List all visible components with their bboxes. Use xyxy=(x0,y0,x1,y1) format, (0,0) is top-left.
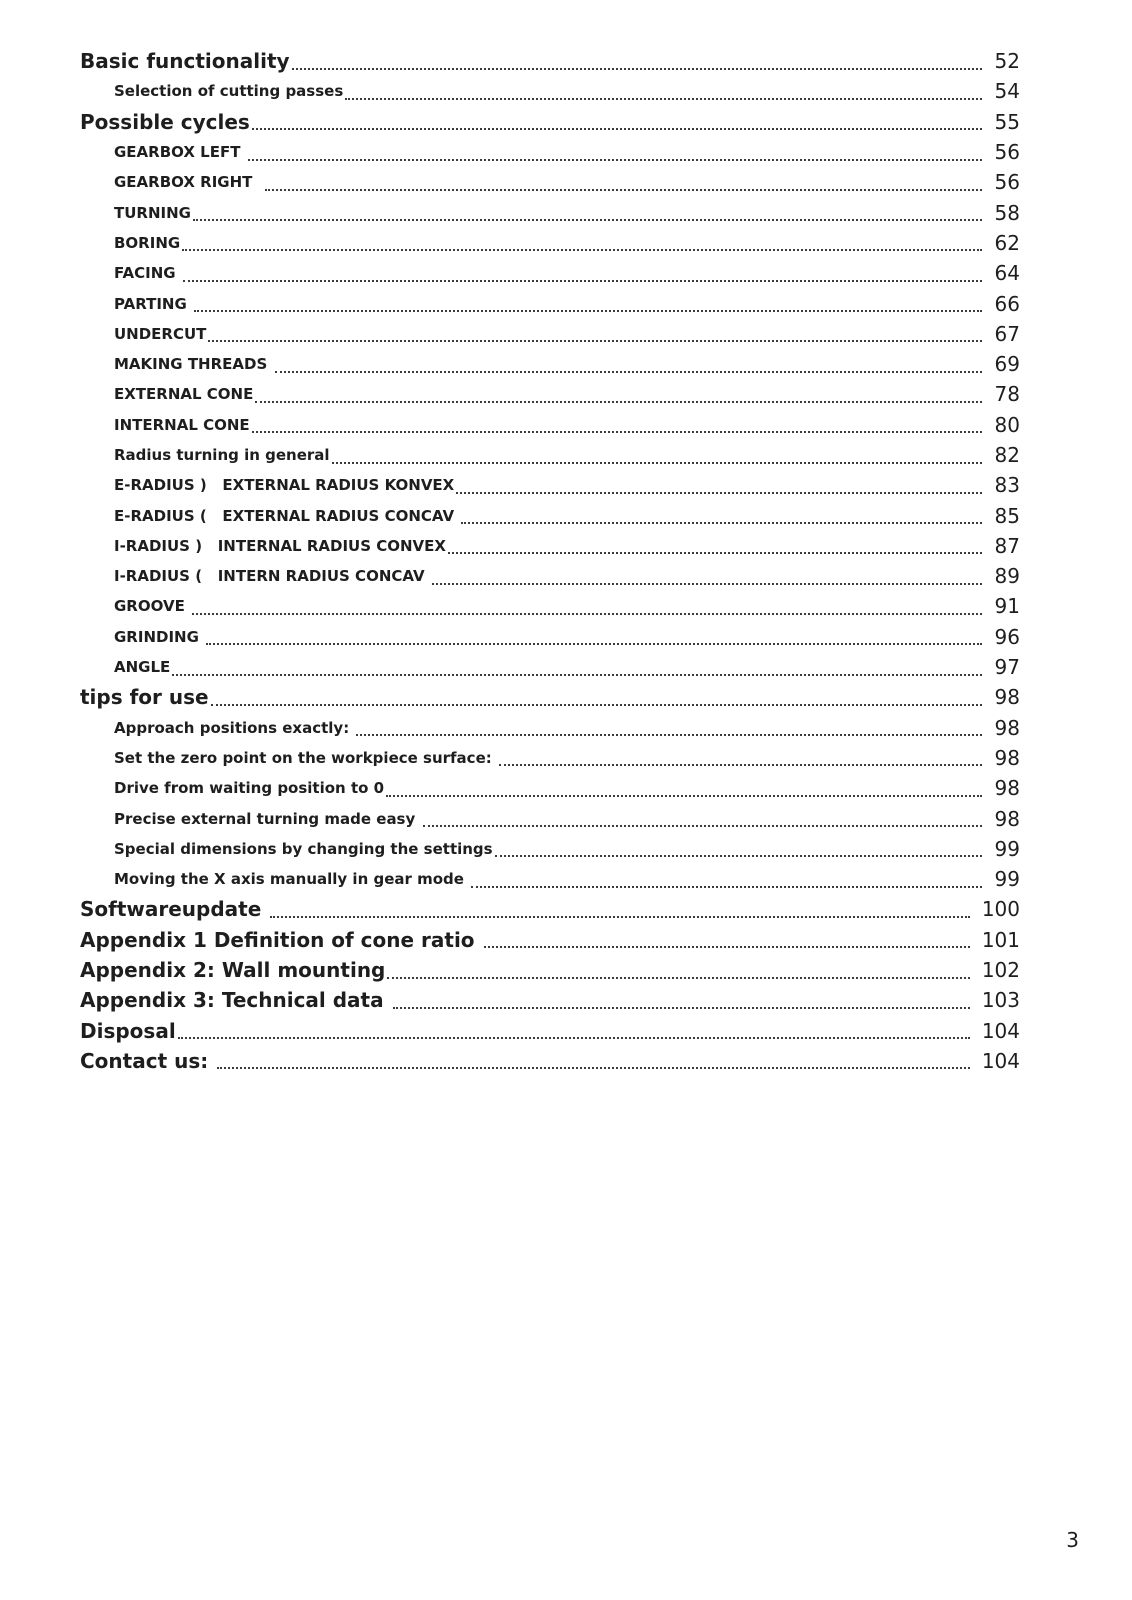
dot-leader xyxy=(255,400,982,403)
dot-leader xyxy=(172,673,982,676)
toc-entry-page-number: 69 xyxy=(994,352,1020,377)
table-of-contents xyxy=(80,46,1020,1076)
dot-leader xyxy=(248,158,982,161)
toc-entry-page-number: 100 xyxy=(981,897,1020,922)
dot-leader xyxy=(206,642,982,645)
toc-entry-title: tips for use xyxy=(80,685,209,710)
toc-subsection-entry[interactable] xyxy=(80,561,1020,591)
dot-leader xyxy=(345,97,982,100)
dot-leader xyxy=(471,885,982,888)
page-number: 3 xyxy=(1066,1528,1079,1552)
toc-subsection-entry[interactable] xyxy=(80,167,1020,197)
dot-leader xyxy=(386,794,982,797)
toc-entry-page-number: 83 xyxy=(994,473,1020,498)
dot-leader xyxy=(192,612,982,615)
toc-entry-title: Drive from waiting position to 0 xyxy=(114,779,385,798)
toc-entry-page-number: 89 xyxy=(994,564,1020,589)
dot-leader xyxy=(495,854,982,857)
toc-entry-page-number: 99 xyxy=(994,867,1020,892)
toc-entry-page-number: 98 xyxy=(994,685,1020,710)
toc-entry-title: INTERNAL CONE xyxy=(114,415,250,434)
toc-entry-page-number: 78 xyxy=(994,382,1020,407)
toc-section-entry[interactable] xyxy=(80,46,1020,76)
toc-entry-page-number: 101 xyxy=(981,927,1020,952)
toc-entry-title: Appendix 1 Definition of cone ratio xyxy=(80,927,482,952)
toc-entry-page-number: 104 xyxy=(981,1048,1020,1073)
dot-leader xyxy=(448,551,982,554)
toc-entry-title: E-RADIUS ) EXTERNAL RADIUS KONVEX xyxy=(114,476,455,495)
dot-leader xyxy=(252,430,982,433)
toc-entry-page-number: 104 xyxy=(981,1018,1020,1043)
toc-section-entry[interactable] xyxy=(80,894,1020,924)
toc-entry-page-number: 66 xyxy=(994,291,1020,316)
toc-entry-page-number: 87 xyxy=(994,533,1020,558)
toc-section-entry[interactable] xyxy=(80,107,1020,137)
dot-leader xyxy=(423,824,983,827)
dot-leader xyxy=(208,339,982,342)
toc-entry-page-number: 85 xyxy=(994,503,1020,528)
toc-entry-page-number: 55 xyxy=(994,109,1020,134)
dot-leader xyxy=(217,1066,970,1069)
toc-subsection-entry[interactable] xyxy=(80,258,1020,288)
toc-entry-title: ANGLE xyxy=(114,658,171,677)
toc-subsection-entry[interactable] xyxy=(80,622,1020,652)
toc-subsection-entry[interactable] xyxy=(80,137,1020,167)
toc-entry-page-number: 98 xyxy=(994,806,1020,831)
toc-entry-page-number: 52 xyxy=(994,49,1020,74)
toc-subsection-entry[interactable] xyxy=(80,591,1020,621)
toc-entry-title: UNDERCUT xyxy=(114,324,207,343)
toc-entry-page-number: 99 xyxy=(994,836,1020,861)
toc-subsection-entry[interactable] xyxy=(80,713,1020,743)
toc-entry-title: Set the zero point on the workpiece surface: xyxy=(114,748,497,767)
toc-entry-title: Radius turning in general xyxy=(114,446,330,464)
toc-entry-title: Softwareupdate xyxy=(80,897,269,922)
dot-leader xyxy=(387,976,969,979)
toc-entry-title: E-RADIUS ( EXTERNAL RADIUS CONCAV xyxy=(114,506,460,525)
toc-entry-title: Approach positions exactly: xyxy=(114,718,355,737)
toc-subsection-entry[interactable] xyxy=(80,197,1020,227)
toc-entry-page-number: 91 xyxy=(994,594,1020,619)
toc-entry-page-number: 56 xyxy=(994,140,1020,165)
dot-leader xyxy=(356,733,982,736)
dot-leader xyxy=(393,1006,970,1009)
toc-subsection-entry[interactable] xyxy=(80,500,1020,530)
toc-entry-title: Contact us: xyxy=(80,1048,216,1073)
dot-leader xyxy=(194,309,982,312)
toc-subsection-entry[interactable] xyxy=(80,228,1020,258)
dot-leader xyxy=(178,1036,970,1039)
dot-leader xyxy=(265,188,982,191)
toc-section-entry[interactable] xyxy=(80,985,1020,1015)
dot-leader xyxy=(432,582,982,585)
dot-leader xyxy=(193,218,982,221)
dot-leader xyxy=(183,279,982,282)
toc-entry-title: PARTING xyxy=(114,294,193,313)
toc-subsection-entry[interactable] xyxy=(80,803,1020,833)
toc-entry-title: EXTERNAL CONE xyxy=(114,385,254,404)
toc-subsection-entry[interactable] xyxy=(80,440,1020,470)
dot-leader xyxy=(484,945,970,948)
toc-entry-title: GRINDING xyxy=(114,627,205,646)
toc-entry-title: GEARBOX LEFT xyxy=(114,143,246,162)
toc-entry-page-number: 80 xyxy=(994,412,1020,437)
toc-entry-page-number: 102 xyxy=(981,958,1020,983)
toc-entry-page-number: 103 xyxy=(981,988,1020,1013)
dot-leader xyxy=(461,521,982,524)
toc-subsection-entry[interactable] xyxy=(80,470,1020,500)
toc-subsection-entry[interactable] xyxy=(80,743,1020,773)
toc-subsection-entry[interactable] xyxy=(80,531,1020,561)
toc-entry-page-number: 58 xyxy=(994,200,1020,225)
toc-entry-title: MAKING THREADS xyxy=(114,355,273,374)
toc-entry-page-number: 67 xyxy=(994,321,1020,346)
dot-leader xyxy=(332,461,982,464)
toc-section-entry[interactable] xyxy=(80,1046,1020,1076)
toc-entry-title: I-RADIUS ) INTERNAL RADIUS CONVEX xyxy=(114,536,446,555)
toc-entry-title: Precise external turning made easy xyxy=(114,809,421,828)
toc-entry-page-number: 98 xyxy=(994,745,1020,770)
toc-subsection-entry[interactable] xyxy=(80,652,1020,682)
toc-section-entry[interactable] xyxy=(80,1016,1020,1046)
toc-entry-page-number: 56 xyxy=(994,170,1020,195)
toc-entry-title: Possible cycles xyxy=(80,109,250,134)
dot-leader xyxy=(211,703,982,706)
toc-subsection-entry[interactable] xyxy=(80,410,1020,440)
toc-subsection-entry[interactable] xyxy=(80,288,1020,318)
dot-leader xyxy=(182,248,982,251)
toc-entry-page-number: 98 xyxy=(994,776,1020,801)
toc-entry-page-number: 62 xyxy=(994,230,1020,255)
toc-entry-page-number: 82 xyxy=(994,443,1020,467)
toc-entry-page-number: 96 xyxy=(994,624,1020,649)
toc-section-entry[interactable] xyxy=(80,955,1020,985)
toc-entry-title: Appendix 2: Wall mounting xyxy=(80,958,386,983)
dot-leader xyxy=(252,127,982,130)
toc-entry-title: Basic functionality xyxy=(80,49,290,74)
toc-subsection-entry[interactable] xyxy=(80,319,1020,349)
toc-entry-title: TURNING xyxy=(114,203,191,222)
toc-entry-title: GROOVE xyxy=(114,597,191,616)
toc-subsection-entry[interactable] xyxy=(80,349,1020,379)
toc-entry-title: Appendix 3: Technical data xyxy=(80,988,391,1013)
toc-entry-title: GEARBOX RIGHT xyxy=(114,173,263,192)
toc-entry-title: Selection of cutting passes xyxy=(114,82,344,101)
toc-section-entry[interactable] xyxy=(80,682,1020,712)
toc-entry-title: I-RADIUS ( INTERN RADIUS CONCAV xyxy=(114,567,430,586)
dot-leader xyxy=(499,763,982,766)
toc-subsection-entry[interactable] xyxy=(80,864,1020,894)
toc-entry-title: FACING xyxy=(114,264,181,283)
toc-entry-page-number: 54 xyxy=(994,79,1020,104)
dot-leader xyxy=(292,67,982,70)
toc-entry-page-number: 97 xyxy=(994,655,1020,680)
toc-section-entry[interactable] xyxy=(80,925,1020,955)
dot-leader xyxy=(275,370,983,373)
toc-entry-title: BORING xyxy=(114,233,181,252)
dot-leader xyxy=(270,915,970,918)
toc-subsection-entry[interactable] xyxy=(80,76,1020,106)
toc-entry-title: Disposal xyxy=(80,1018,176,1043)
toc-subsection-entry[interactable] xyxy=(80,773,1020,803)
toc-entry-title: Moving the X axis manually in gear mode xyxy=(114,870,470,889)
toc-entry-page-number: 98 xyxy=(994,715,1020,740)
toc-entry-page-number: 64 xyxy=(994,261,1020,286)
dot-leader xyxy=(456,491,982,494)
toc-subsection-entry[interactable] xyxy=(80,379,1020,409)
toc-entry-title: Special dimensions by changing the settings xyxy=(114,839,493,858)
toc-subsection-entry[interactable] xyxy=(80,834,1020,864)
